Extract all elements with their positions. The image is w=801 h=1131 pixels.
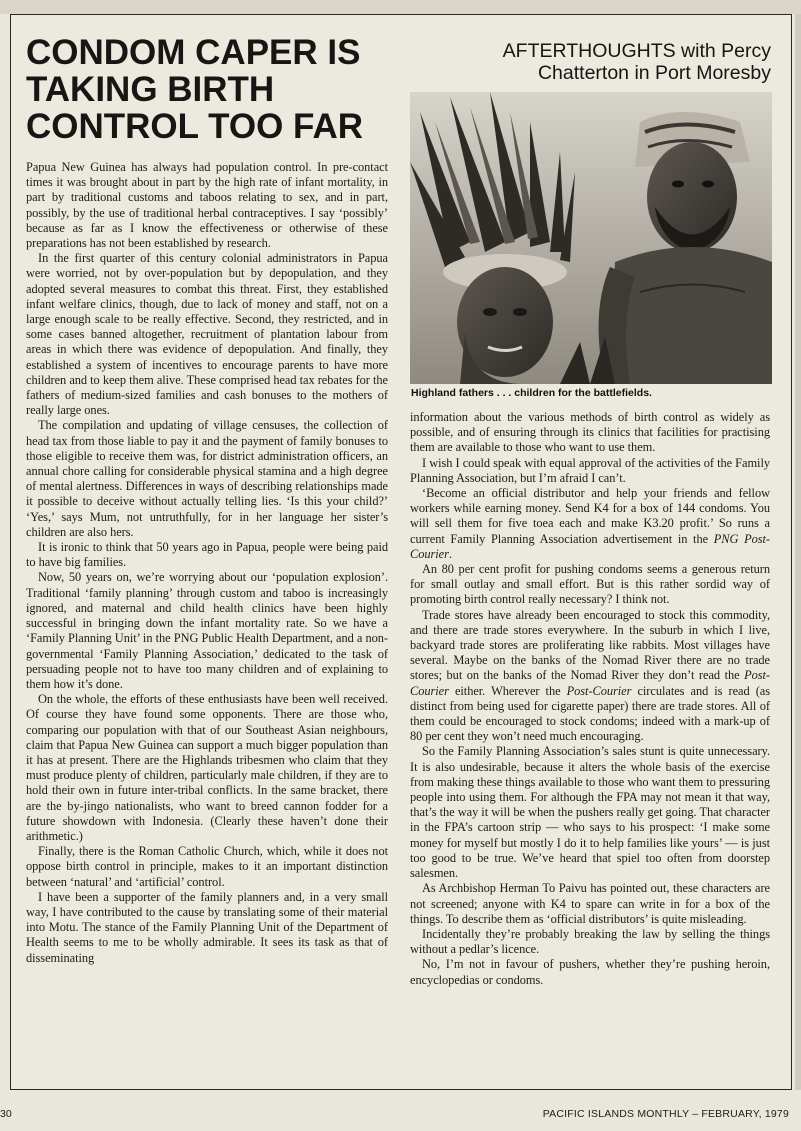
paragraph: information about the various methods of birth control as widely as possible, and of ensuring through its clinics that facilities for practising them are available to those who want to use them. [410,410,770,455]
text-run: Trade stores have already been encouraged to stock this commodity, and there are trade stores everywhere. In the suburb in which I live, backyard trade stores are proliferating like rabbits. Most villages have several. Maybe on the banks of the Nomad River there are no trade stores; but on the banks of the Nomad River they don’t read the [410,607,770,683]
publication-name: Post-Courier [566,683,632,698]
paragraph: It is ironic to think that 50 years ago in Papua, people were being paid to have big families. [26,540,388,570]
right-column [410,410,770,988]
column-kicker: AFTERTHOUGHTS with Percy Chatterton in Port Moresby [502,40,771,84]
publication-name: PNG Post-Courier [410,531,770,561]
page-footer [0,1108,801,1128]
text-run: circulates and is read (as distinct from being used for cigarette paper) there are trade stores. All of them could be encouraged to stock condoms; indeed with a mark-up of 80 per cent they won’t need much encouraging. [410,683,770,744]
text-run: either. Wherever the [448,683,567,698]
left-column [26,160,388,966]
article-headline: CONDOM CAPER IS TAKING BIRTH CONTROL TOO FAR [26,33,364,146]
paragraph [410,608,770,745]
paragraph: Finally, there is the Roman Catholic Church, which, while it does not oppose birth control in principle, makes to it an important distinction between ‘natural’ and ‘artificial’ control. [26,844,388,889]
text-run: ‘Become an official distributor and help your friends and fellow workers while earning money. Send K4 for a box of 144 condoms. You will sell them for five toea each and make K3.20 profit.’ So runs a current Family Planning Association advertisement in the [410,486,770,546]
paragraph: I have been a supporter of the family planners and, in a very small way, I have contributed to the cause by translating some of their material into Motu. The stance of the Family Planning Unit of the Department of Health seems to me to be wholly admirable. It sees its task as that of disseminating [26,889,388,965]
paragraph: Now, 50 years on, we’re worrying about our ‘population explosion’. Traditional ‘family planning’ through custom and taboo is increasingly ignored, and maternal and child health clinics have been highly successful in bringing down the infant mortality rate. So we have a ‘Family Planning Unit’ in the PNG Public Health Department, and a non-governmental ‘Family Planning Association,’ dedicated to the task of persuading people not to have too many children and of explaining to them how it’s done. [26,570,388,691]
photo-illustration [410,92,772,384]
page-top-strip [0,0,801,14]
paragraph: As Archbishop Herman To Paivu has pointed out, these characters are not screened; anyone with K4 to spare can write in for a box of the things. To describe them as ‘official distributors’ is quite misleading. [410,881,770,926]
next-page-edge [795,14,801,1090]
paragraph: I wish I could speak with equal approval of the activities of the Family Planning Association, but I’m afraid I can’t. [410,455,770,485]
paragraph: On the whole, the efforts of these enthusiasts have been well received. Of course they have found some opponents. There are those who, comparing our population with that of our Southeast Asian neighbours, claim that Papua New Guinea can support a much bigger population than it has at present. There are the Highlands tribesmen who claim that they must produce plenty of children, particularly male children, if they are to hold their own in future inter-tribal conflicts. In the same bracket, there are the by-jingo nationalists, who want to breed cannon fodder for a future showdown with Indonesia. (Clearly these haven’t done their arithmetic.) [26,692,388,843]
paragraph: An 80 per cent profit for pushing condoms seems a generous return for small outlay and small effort. But is this rather sordid way of promoting birth control really necessary? I think not. [410,562,770,607]
paragraph [410,486,770,562]
publication-name: Post-Courier [410,668,770,698]
article-photo [410,92,772,384]
paragraph: Incidentally they’re probably breaking the law by selling the things without a pedlar’s licence. [410,926,770,957]
text-run: . [448,546,452,561]
paragraph: No, I’m not in favour of pushers, whether they’re pushing heroin, encyclopedias or condoms. [410,957,770,987]
paragraph: So the Family Planning Association’s sales stunt is quite unnecessary. It is also undesirable, because it alters the whole basis of the exercise from making these things available to those who want them to pressuring people into using them. For although the FPA may not mean it that way, that’s the way it will be when the pushers really get going. That character in the FPA’s cartoon strip — who says to his prospect: ‘I make some money for myself but mostly I do it to help families like yours’ — is just too good to be true. We’ve heard that spiel too often from doorstep salesmen. [410,744,770,881]
paragraph: The compilation and updating of village censuses, the collection of head tax from those liable to pay it and the payment of family bonuses to those eligible to receive them was, for district administration officers, an annual chore calling for considerable physical stamina and a high degree of mental alertness. Differences in ways of describing relationships made it possible to deceive without actually telling lies. ‘Is this your child?’ ‘Yes,’ says Mum, not untruthfully, for in her language her sister’s children are also hers. [26,418,388,539]
paragraph: Papua New Guinea has always had population control. In pre-contact times it was brought about in part by the high rate of infant mortality, in part by traditional customs and taboos relating to sex, and in part, possibly, by the use of traditional herbal contraceptives. I say ‘possibly’ because as far as I know the effectiveness or otherwise of these preparations has not been established by research. [26,160,388,251]
photo-caption: Highland fathers . . . children for the battlefields. [411,387,652,399]
journal-line: PACIFIC ISLANDS MONTHLY – FEBRUARY, 1979 [542,1108,789,1120]
paragraph: In the first quarter of this century colonial administrators in Papua were worried, not by over-population but by depopulation, and they adopted several measures to combat this threat. First, they established infant welfare clinics, though, due to lack of money and staff, not on a large enough scale to be really effective. Second, they restricted, and in some cases banned altogether, recruitment of plantation labour from areas in which there was evidence of depopulation. And finally, they established a system of incentives to encourage parents to have more children and to keep them alive. These comprised head tax rebates for the fathers of medium-sized families and cash bonuses to the mothers of really large ones. [26,251,388,418]
page-number: 30 [0,1108,12,1120]
